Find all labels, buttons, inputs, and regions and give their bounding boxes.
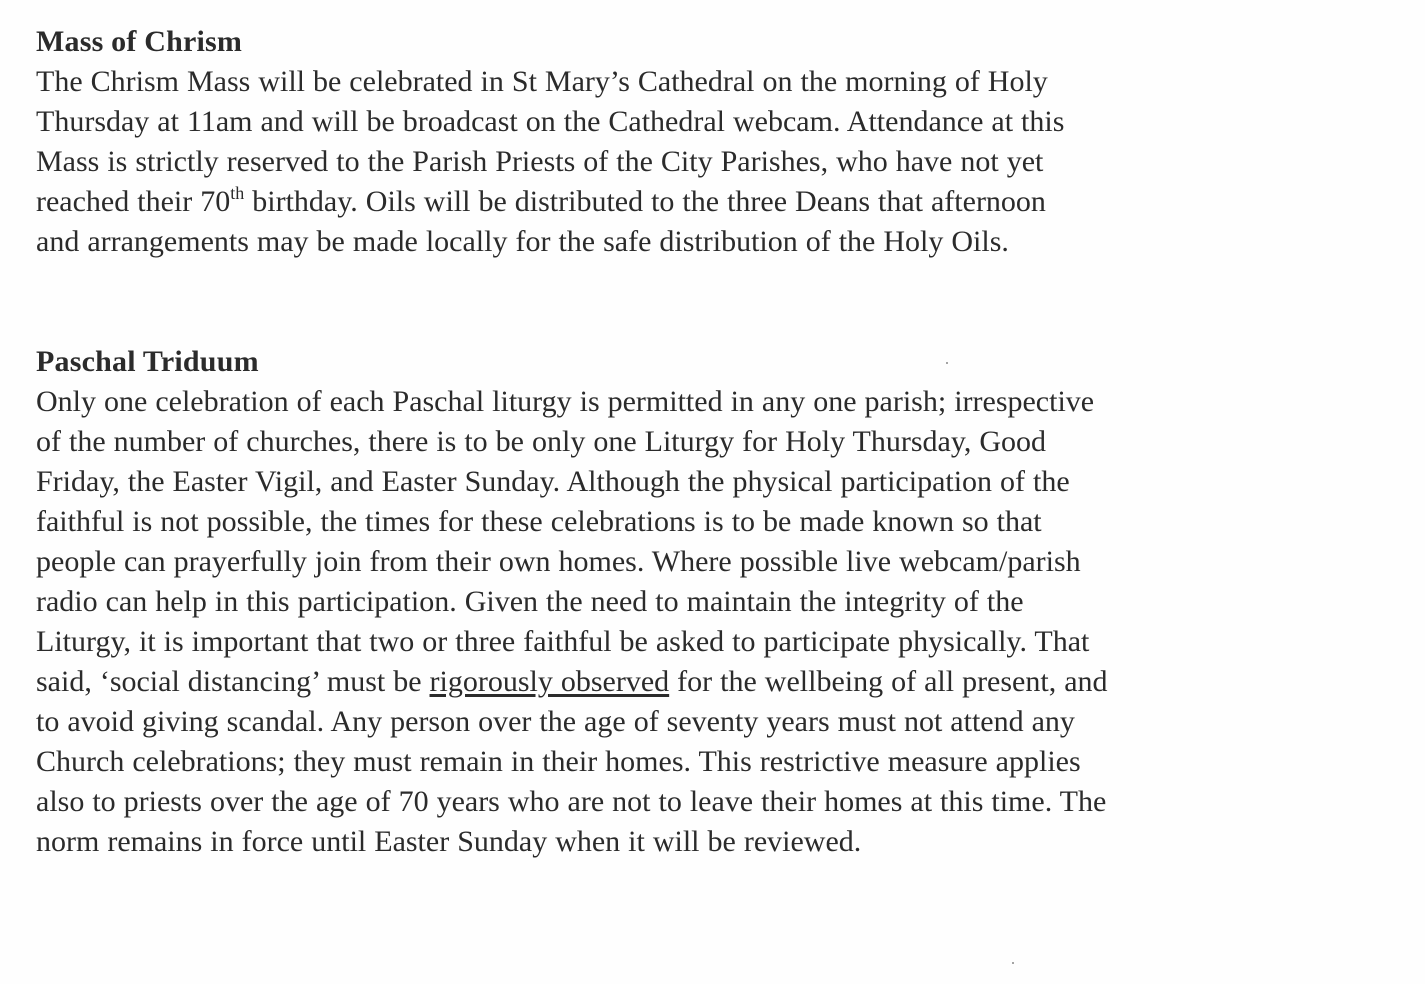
text-line: Church celebrations; they must remain in their homes. This restrictive measure applies <box>36 745 1081 778</box>
text-line: faithful is not possible, the times for these celebrations is to be made known so that <box>36 505 1042 538</box>
text-line <box>36 662 1326 702</box>
text-line <box>36 182 1326 222</box>
paschal-triduum-paragraph <box>36 382 1326 862</box>
text-segment: reached their 70 <box>36 185 231 218</box>
paschal-triduum-section <box>36 342 1326 862</box>
scan-speck <box>946 362 948 364</box>
text-line: Only one celebration of each Paschal liturgy is permitted in any one parish; irrespective <box>36 385 1095 418</box>
text-line: people can prayerfully join from their own homes. Where possible live webcam/parish <box>36 545 1081 578</box>
text-line: norm remains in force until Easter Sunday when it will be reviewed. <box>36 825 862 858</box>
text-line: and arrangements may be made locally for the safe distribution of the Holy Oils. <box>36 225 1009 258</box>
scan-speck <box>1012 962 1014 964</box>
underlined-emphasis: rigorously observed <box>429 665 670 698</box>
text-line: Friday, the Easter Vigil, and Easter Sunday. Although the physical participation of the <box>36 465 1070 498</box>
ordinal-superscript: th <box>230 183 245 203</box>
text-line: Thursday at 11am and will be broadcast on the Cathedral webcam. Attendance at this <box>36 105 1065 138</box>
text-line: Mass is strictly reserved to the Parish Priests of the City Parishes, who have not yet <box>36 145 1044 178</box>
text-segment: birthday. Oils will be distributed to the three Deans that afternoon <box>244 185 1046 218</box>
text-segment: said, ‘social distancing’ must be <box>36 665 430 698</box>
text-segment: for the wellbeing of all present, and <box>669 665 1108 698</box>
mass-of-chrism-heading: Mass of Chrism <box>36 25 243 58</box>
mass-of-chrism-section <box>36 22 1326 262</box>
text-line: also to priests over the age of 70 years who are not to leave their homes at this time. The <box>36 785 1107 818</box>
mass-of-chrism-paragraph <box>36 62 1326 262</box>
text-line: radio can help in this participation. Given the need to maintain the integrity of the <box>36 585 1024 618</box>
paschal-triduum-heading: Paschal Triduum <box>36 345 259 378</box>
text-line: to avoid giving scandal. Any person over the age of seventy years must not attend any <box>36 705 1075 738</box>
text-line: Liturgy, it is important that two or three faithful be asked to participate physically. That <box>36 625 1090 658</box>
text-line: of the number of churches, there is to be only one Liturgy for Holy Thursday, Good <box>36 425 1047 458</box>
text-line: The Chrism Mass will be celebrated in St Mary’s Cathedral on the morning of Holy <box>36 65 1048 98</box>
